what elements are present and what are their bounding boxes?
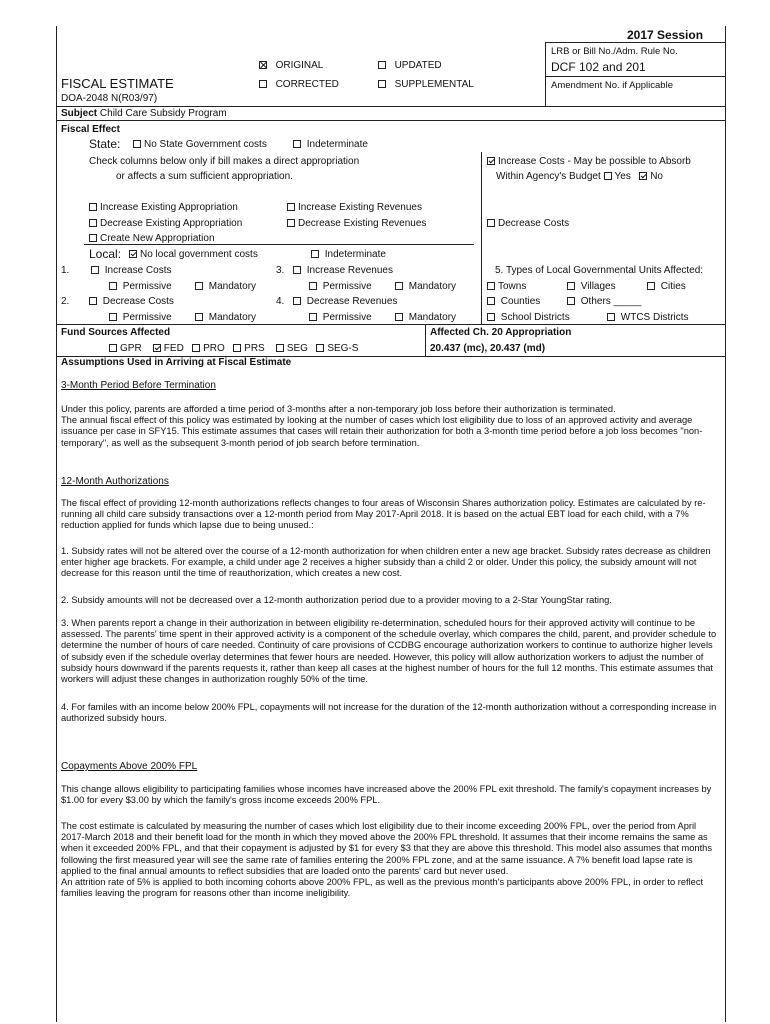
amendment-label: Amendment No. if Applicable bbox=[551, 80, 673, 91]
inc-costs-permissive[interactable]: Permissive bbox=[109, 281, 172, 292]
dec-approp-checkbox[interactable] bbox=[89, 219, 97, 227]
num-4: 4. bbox=[276, 296, 285, 307]
rule-number: DCF 102 and 201 bbox=[551, 60, 646, 74]
paragraph-item-3: 3. When parents report a change in their authorization in between eligibility re-determination, scheduled hours for their approved activity will continue to be assessed. The parents' time spent in their approved activity is a component of the schedule overlay, which compares the child, parent, and provider schedule to determine the number of hours of care needed. Continuity of care provisions of CCDBG encourage authorization workers to continue to authorize higher levels of subsidy even if the schedule overlay determines that fewer hours are needed. However, this policy will allow authorization workers to adjust the number of subsidy hours downward if the parents requests it, rather than keep all cases at the highest number of hours for the full 12 months. This estimate assumes that workers will adjust these changes in authorization roughly 50% of the time. bbox=[61, 618, 717, 685]
state-indeterminate-checkbox[interactable] bbox=[293, 140, 301, 148]
budget-no-checkbox[interactable] bbox=[639, 172, 647, 180]
increase-costs-checkbox[interactable] bbox=[487, 157, 495, 165]
paragraph-copay-intro: This change allows eligibility to participating families whose incomes have increased above the 200% FPL exit threshold. The family's copayment increases by $1.00 for every $3.00 by which the family's gross income exceeds 200% FPL. bbox=[61, 784, 712, 806]
others-option[interactable]: Others _____ bbox=[567, 296, 641, 307]
check-columns-text: Check columns below only if bill makes a direct appropriation bbox=[89, 156, 360, 167]
local-label: Local: bbox=[89, 247, 122, 261]
villages-option[interactable]: Villages bbox=[567, 281, 616, 292]
lrb-line bbox=[545, 76, 725, 77]
inc-rev-checkbox[interactable] bbox=[287, 203, 295, 211]
local-inc-costs-option[interactable]: Increase Costs bbox=[91, 265, 171, 276]
dec-costs-permissive-checkbox[interactable] bbox=[109, 313, 117, 321]
wtcs-districts-checkbox[interactable] bbox=[607, 313, 615, 321]
types-label: 5. Types of Local Governmental Units Affected: bbox=[495, 265, 704, 276]
paragraph-12month-intro: The fiscal effect of providing 12-month authorizations reflects changes to four areas of Wisconsin Shares authorization policy. Estimates are calculated by re-running all child care subsidy transactions over a 12-month period from May 2017-April 2018. It is based on the actual EBT load for each child, with a 7% reduction applied for funds which lapse due to being unused.: bbox=[61, 498, 706, 531]
prs-checkbox[interactable] bbox=[233, 344, 241, 352]
dec-rev-permissive[interactable]: Permissive bbox=[309, 312, 372, 323]
num-1: 1. bbox=[61, 265, 70, 276]
inc-rev-mandatory-checkbox[interactable] bbox=[395, 282, 403, 290]
dec-costs-option[interactable]: Decrease Costs bbox=[487, 218, 569, 229]
funds-top bbox=[56, 324, 725, 325]
budget-yes-checkbox[interactable] bbox=[604, 172, 612, 180]
corrected-option[interactable]: CORRECTED bbox=[259, 79, 339, 90]
fiscal-effect-label: Fiscal Effect bbox=[61, 124, 120, 135]
school-districts-option[interactable]: School Districts bbox=[487, 312, 570, 323]
section-heading-copayments: Copayments Above 200% FPL bbox=[61, 761, 198, 772]
local-indeterminate-option[interactable]: Indeterminate bbox=[311, 249, 386, 260]
funds-divider bbox=[425, 324, 426, 356]
inc-rev-permissive-checkbox[interactable] bbox=[309, 282, 317, 290]
create-approp-option[interactable]: Create New Appropriation bbox=[89, 233, 215, 244]
fiscal-divider bbox=[481, 152, 482, 324]
or-affects-text: or affects a sum sufficient appropriation. bbox=[116, 171, 293, 182]
fund-sources-row: GPR FED PRO PRS SEG SEG-S bbox=[109, 343, 358, 354]
segs-checkbox[interactable] bbox=[316, 344, 324, 352]
cities-option[interactable]: Cities bbox=[647, 281, 686, 292]
supplemental-option[interactable]: SUPPLEMENTAL bbox=[378, 79, 474, 90]
cities-checkbox[interactable] bbox=[647, 282, 655, 290]
left-border bbox=[56, 26, 57, 1022]
wtcs-districts-option[interactable]: WTCS Districts bbox=[607, 312, 689, 323]
form-title: FISCAL ESTIMATE bbox=[61, 76, 174, 91]
create-approp-checkbox[interactable] bbox=[89, 234, 97, 242]
no-state-costs-checkbox[interactable] bbox=[133, 140, 141, 148]
updated-option[interactable]: UPDATED bbox=[378, 60, 442, 71]
updated-checkbox[interactable] bbox=[378, 61, 386, 69]
counties-checkbox[interactable] bbox=[487, 297, 495, 305]
corrected-checkbox[interactable] bbox=[259, 80, 267, 88]
lrb-divider bbox=[545, 42, 546, 106]
counties-option[interactable]: Counties bbox=[487, 296, 540, 307]
dec-revenues-option[interactable]: Decrease Revenues bbox=[293, 296, 397, 307]
state-indeterminate-option[interactable]: Indeterminate bbox=[293, 139, 368, 150]
top-border bbox=[545, 42, 725, 43]
pro-checkbox[interactable] bbox=[192, 344, 200, 352]
dec-rev-checkbox[interactable] bbox=[287, 219, 295, 227]
dec-costs-mandatory-checkbox[interactable] bbox=[195, 313, 203, 321]
state-label: State: bbox=[89, 137, 121, 151]
inc-rev-mandatory[interactable]: Mandatory bbox=[395, 281, 456, 292]
fiscal-row-line bbox=[84, 244, 474, 245]
dec-costs-permissive[interactable]: Permissive bbox=[109, 312, 172, 323]
inc-costs-mandatory[interactable]: Mandatory bbox=[195, 281, 256, 292]
local-dec-costs-option[interactable]: Decrease Costs bbox=[89, 296, 174, 307]
no-local-costs-option[interactable]: No local government costs bbox=[129, 249, 258, 260]
dec-rev-permissive-checkbox[interactable] bbox=[309, 313, 317, 321]
school-districts-checkbox[interactable] bbox=[487, 313, 495, 321]
inc-rev-permissive[interactable]: Permissive bbox=[309, 281, 372, 292]
local-dec-costs-checkbox[interactable] bbox=[89, 297, 97, 305]
dec-costs-checkbox[interactable] bbox=[487, 219, 495, 227]
paragraph-3month: Under this policy, parents are afforded a time period of 3-months after a non-temporary job loss before their authorization is terminated. The annual fiscal effect of this policy was estimated by looking at the number of cases which lost eligibility due to loss of an approved activity and average issuance per case in SFY15. This estimate assumes that cases will retain their authorization for both a 3-month time period before a job loss becomes "non-temporary", as well as the subsequent 3-month period of job search before termination. bbox=[61, 404, 703, 448]
within-budget-row: Within Agency's Budget Yes No bbox=[496, 171, 663, 182]
dec-revenues-checkbox[interactable] bbox=[293, 297, 301, 305]
paragraph-item-2: 2. Subsidy amounts will not be decreased over a 12-month authorization period due to a provider moving to a 2-Star YoungStar rating. bbox=[61, 595, 612, 605]
inc-rev-option[interactable]: Increase Existing Revenues bbox=[287, 202, 422, 213]
inc-costs-permissive-checkbox[interactable] bbox=[109, 282, 117, 290]
original-checkbox[interactable] bbox=[259, 61, 267, 69]
section-heading-12month: 12-Month Authorizations bbox=[61, 476, 169, 487]
subject-top bbox=[56, 106, 725, 107]
local-indeterminate-checkbox[interactable] bbox=[311, 250, 319, 258]
others-checkbox[interactable] bbox=[567, 297, 575, 305]
paragraph-copay-cost: The cost estimate is calculated by measuring the number of cases which lost eligibility due to their income exceeding 200% FPL, over the period from April 2017-March 2018 and their benefit load for the month in which they moved above the 200% FPL threshold. It assumes that their income remains the same as when it exceeded 200% FPL, and that their copayment is adjusted by $1 for every $3 that they are above this threshold. This model also assumes that months following the first measured year will see the same rate of families entering the 200% FPL zone, and at the same issuance. A 7% benefit load lapse rate is applied to the final annual amounts to reflect subsidies that are loaded onto the parents' card but never used. An attrition rate of 5% is applied to both incoming cohorts above 200% FPL, as well as the previous month's participants above 200% FPL, in order to reflect families leaving the program for reasons other than income ineligibility. bbox=[61, 821, 712, 899]
paragraph-item-4: 4. For familes with an income below 200% FPL, copayments will not increase for the duration of the 12-month authorization without a corresponding increase in authorized subsidy hours. bbox=[61, 702, 717, 724]
ch20-value: 20.437 (mc), 20.437 (md) bbox=[430, 343, 546, 354]
increase-costs-option[interactable]: Increase Costs - May be possible to Absorb bbox=[487, 156, 691, 167]
subject-bottom bbox=[56, 120, 725, 121]
dec-costs-mandatory[interactable]: Mandatory bbox=[195, 312, 256, 323]
session-label: 2017 Session bbox=[627, 28, 704, 42]
no-local-costs-checkbox[interactable] bbox=[129, 250, 137, 258]
local-inc-costs-checkbox[interactable] bbox=[91, 266, 99, 274]
no-state-costs-option[interactable]: No State Government costs bbox=[133, 139, 267, 150]
num-3: 3. bbox=[276, 265, 285, 276]
fund-sources-label: Fund Sources Affected bbox=[61, 327, 171, 338]
inc-revenues-option[interactable]: Increase Revenues bbox=[293, 265, 393, 276]
seg-checkbox[interactable] bbox=[276, 344, 284, 352]
inc-costs-mandatory-checkbox[interactable] bbox=[195, 282, 203, 290]
inc-approp-option[interactable]: Increase Existing Appropriation bbox=[89, 202, 238, 213]
gpr-checkbox[interactable] bbox=[109, 344, 117, 352]
paragraph-item-1: 1. Subsidy rates will not be altered over the course of a 12-month authorization for when children enter a new age bracket. Subsidy rates decrease as children enter higher age brackets. For example, a child under age 2 receives a higher subsidy than a child 2 or older. Under this policy, the subsidy amount will not decrease for this reason until the time of reauthorization, which creates a new cost. bbox=[61, 546, 711, 579]
supplemental-checkbox[interactable] bbox=[378, 80, 386, 88]
towns-checkbox[interactable] bbox=[487, 282, 495, 290]
fed-checkbox[interactable] bbox=[153, 344, 161, 352]
right-border bbox=[725, 26, 726, 1022]
original-option[interactable]: ORIGINAL bbox=[259, 60, 323, 71]
inc-revenues-checkbox[interactable] bbox=[293, 266, 301, 274]
villages-checkbox[interactable] bbox=[567, 282, 575, 290]
ch20-label: Affected Ch. 20 Appropriation bbox=[430, 327, 572, 338]
lrb-label: LRB or Bill No./Adm. Rule No. bbox=[551, 46, 678, 57]
assumptions-label: Assumptions Used in Arriving at Fiscal Estimate bbox=[61, 357, 292, 368]
dec-rev-option[interactable]: Decrease Existing Revenues bbox=[287, 218, 426, 229]
section-heading-3month: 3-Month Period Before Termination bbox=[61, 380, 216, 391]
dec-rev-mandatory-checkbox[interactable] bbox=[395, 313, 403, 321]
subject-row: Subject Child Care Subsidy Program bbox=[61, 108, 227, 119]
form-number: DOA-2048 N(R03/97) bbox=[61, 93, 158, 104]
num-2: 2. bbox=[61, 296, 70, 307]
inc-approp-checkbox[interactable] bbox=[89, 203, 97, 211]
dec-approp-option[interactable]: Decrease Existing Appropriation bbox=[89, 218, 242, 229]
towns-option[interactable]: Towns bbox=[487, 281, 526, 292]
dec-rev-mandatory[interactable]: Mandatory bbox=[395, 312, 456, 323]
